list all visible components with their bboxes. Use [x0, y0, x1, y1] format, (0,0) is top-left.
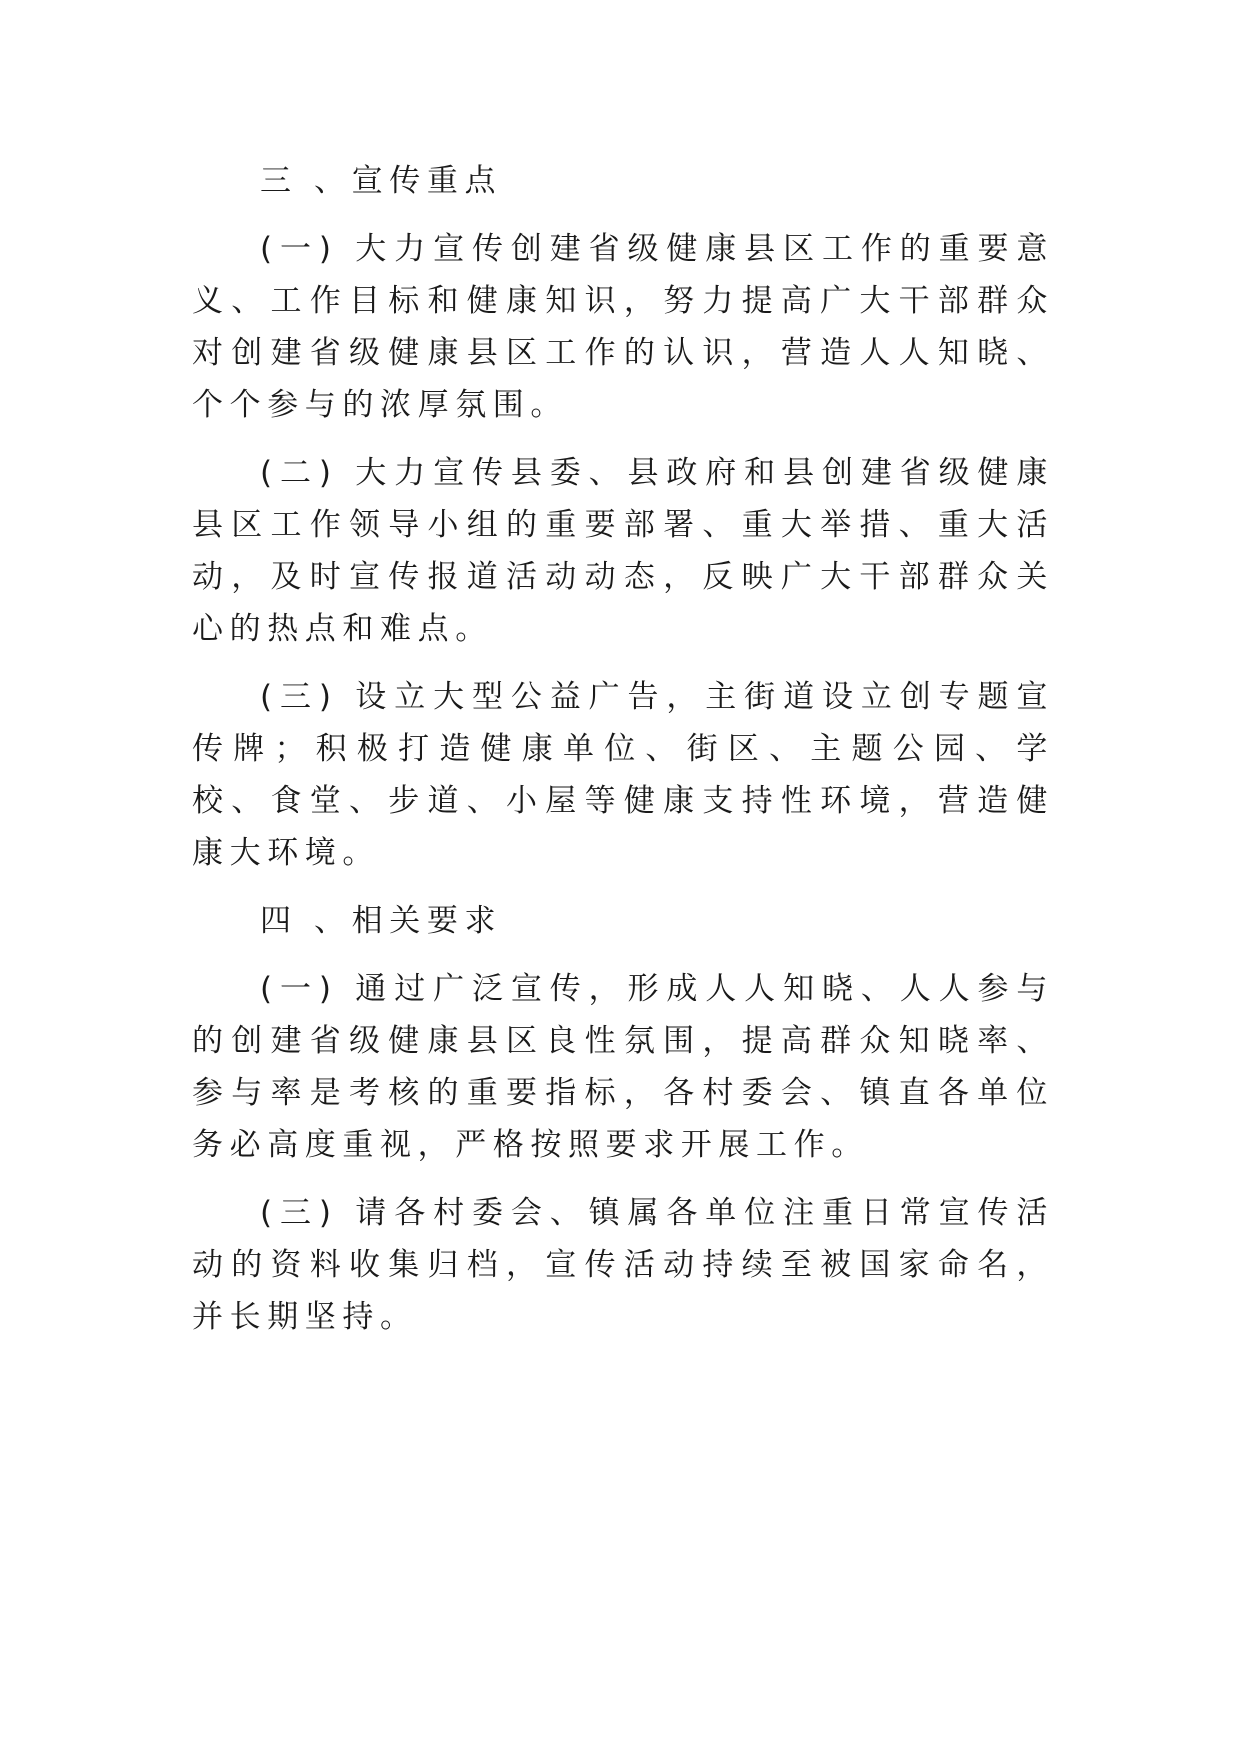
- paragraph-requirement-1: (一) 通过广泛宣传，形成人人知晓、人人参与的创建省级健康县区良性氛围，提高群众知晓率、参与率是考核的重要指标，各村委会、镇直各单位务必高度重视，严格按照要求开展工作。: [192, 971, 1054, 1163]
- section-heading-requirements: 四 、相关要求: [260, 903, 503, 939]
- paragraph-requirement-2: (三) 请各村委会、镇属各单位注重日常宣传活动的资料收集归档，宣传活动持续至被国家命名，并长期坚持。: [192, 1195, 1054, 1335]
- paragraph-publicity-1: (一) 大力宣传创建省级健康县区工作的重要意义、工作目标和健康知识，努力提高广大干部群众对创建省级健康县区工作的认识，营造人人知晓、个个参与的浓厚氛围。: [192, 231, 1054, 423]
- document-body: [192, 155, 1054, 1359]
- paragraph-publicity-2: (二) 大力宣传县委、县政府和县创建省级健康县区工作领导小组的重要部署、重大举措、重大活动，及时宣传报道活动动态，反映广大干部群众关心的热点和难点。: [192, 455, 1054, 647]
- section-heading-publicity-focus: 三 、宣传重点: [260, 163, 503, 199]
- paragraph-publicity-3: (三) 设立大型公益广告，主街道设立创专题宣传牌；积极打造健康单位、街区、主题公园、学校、食堂、步道、小屋等健康支持性环境，营造健康大环境。: [192, 679, 1054, 871]
